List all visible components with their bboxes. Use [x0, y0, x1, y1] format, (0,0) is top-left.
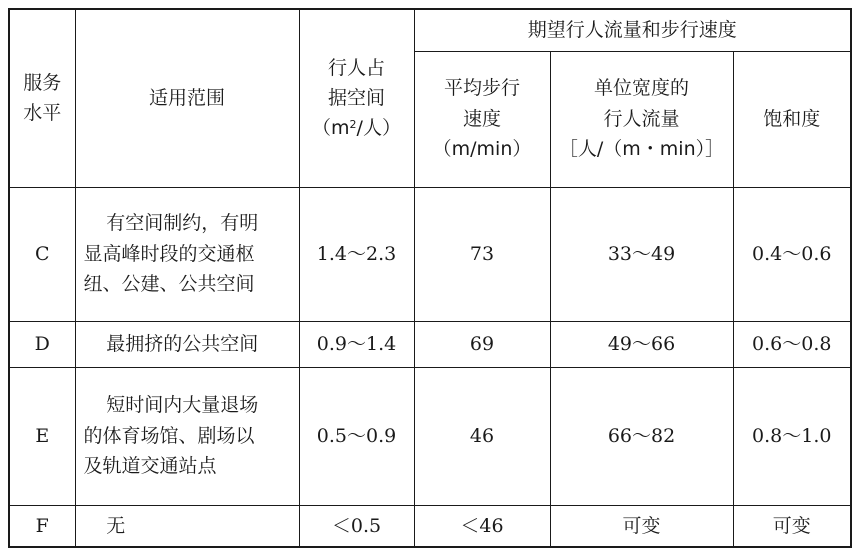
header-scope: 适用范围: [75, 9, 299, 187]
level-of-service-table: [8, 8, 852, 548]
header-speed: 平均步行 速度 （m/min）: [414, 51, 550, 187]
cell-saturation: 可变: [733, 505, 851, 547]
cell-speed: 69: [414, 321, 550, 367]
cell-space: ＜0.5: [299, 505, 414, 547]
cell-space: 0.5～0.9: [299, 367, 414, 505]
cell-level: E: [9, 367, 75, 505]
cell-scope: 无: [75, 505, 299, 547]
cell-speed: 73: [414, 187, 550, 321]
table-row: [9, 187, 851, 321]
cell-level: C: [9, 187, 75, 321]
cell-level: F: [9, 505, 75, 547]
level-of-service-table-wrapper: [8, 8, 852, 548]
cell-speed: 46: [414, 367, 550, 505]
cell-saturation: 0.8～1.0: [733, 367, 851, 505]
cell-space: 1.4～2.3: [299, 187, 414, 321]
cell-flow: 可变: [550, 505, 733, 547]
header-saturation: 饱和度: [733, 51, 851, 187]
cell-speed: ＜46: [414, 505, 550, 547]
cell-scope: 最拥挤的公共空间: [75, 321, 299, 367]
cell-saturation: 0.6～0.8: [733, 321, 851, 367]
cell-saturation: 0.4～0.6: [733, 187, 851, 321]
table-row: [9, 505, 851, 547]
header-group: 期望行人流量和步行速度: [414, 9, 851, 51]
header-flow: 单位宽度的 行人流量 ［人/（m・min）］: [550, 51, 733, 187]
table-row: [9, 321, 851, 367]
cell-scope: 短时间内大量退场 的体育场馆、剧场以 及轨道交通站点: [75, 367, 299, 505]
cell-space: 0.9～1.4: [299, 321, 414, 367]
cell-flow: 66～82: [550, 367, 733, 505]
header-space: 行人占 据空间 （$m^2/$人）: [299, 9, 414, 187]
cell-scope: 有空间制约，有明 显高峰时段的交通枢 纽、公建、公共空间: [75, 187, 299, 321]
table-row: [9, 367, 851, 505]
header-service-level: 服务 水平: [9, 9, 75, 187]
header-space-unit: （$m^2/$人）: [312, 117, 401, 140]
cell-flow: 49～66: [550, 321, 733, 367]
cell-level: D: [9, 321, 75, 367]
cell-flow: 33～49: [550, 187, 733, 321]
header-row-1: [9, 9, 851, 51]
